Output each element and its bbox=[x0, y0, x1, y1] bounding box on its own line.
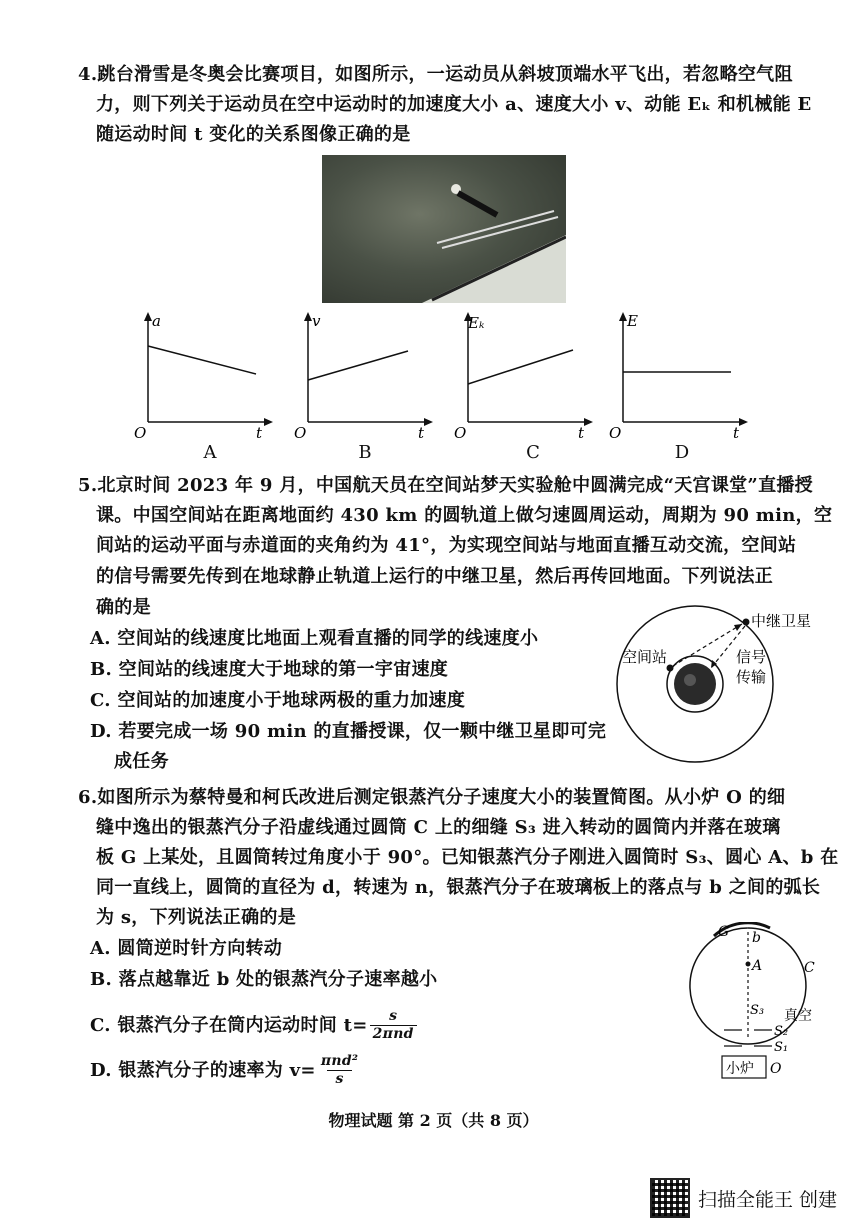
q4-line-1: 4.跳台滑雪是冬奥会比赛项目，如图所示，一运动员从斜坡顶端水平飞出，若忽略空气阻 bbox=[78, 64, 793, 85]
q5-line-2: 课。中国空间站在距离地面约 430 km 的圆轨道上做匀速圆周运动，周期为 90 min，空 bbox=[96, 505, 833, 526]
page-footer: 物理试题 第 2 页（共 8 页） bbox=[328, 1111, 539, 1130]
graph-b-xlabel: t bbox=[418, 424, 425, 442]
q5-option-d: D. 若要完成一场 90 min 的直播授课，仅一颗中继卫星即可完 bbox=[90, 721, 607, 742]
cylinder-diagram bbox=[686, 922, 826, 1082]
q6-option-d bbox=[90, 1053, 361, 1088]
signal-label-1: 信号 bbox=[736, 648, 767, 666]
graph-d-ylabel: E bbox=[627, 312, 638, 330]
q5-option-c: C. 空间站的加速度小于地球两极的重力加速度 bbox=[90, 690, 466, 711]
label-s1: S₁ bbox=[774, 1040, 789, 1055]
label-c: C bbox=[804, 960, 815, 976]
q5-line-5: 确的是 bbox=[96, 597, 151, 618]
q4-line-2: 力，则下列关于运动员在空中运动时的加速度大小 a、速度大小 v、动能 Eₖ 和机械能 E bbox=[96, 94, 812, 115]
q6-option-c-denominator: 2πnd bbox=[370, 1025, 417, 1043]
label-s2: S₂ bbox=[774, 1024, 789, 1039]
graph-d-origin: O bbox=[609, 424, 622, 442]
q5-line-3: 间站的运动平面与赤道面的夹角约为 41°，为实现空间站与地面直播互动交流，空间站 bbox=[96, 535, 797, 556]
graph-d-caption: D bbox=[674, 442, 690, 463]
graph-a-caption: A bbox=[203, 442, 217, 463]
q6-option-d-denominator: s bbox=[327, 1070, 351, 1088]
label-vacuum: 真空 bbox=[784, 1008, 812, 1024]
q5-option-a: A. 空间站的线速度比地面上观看直播的同学的线速度小 bbox=[90, 628, 539, 649]
q6-option-c-fraction bbox=[370, 1008, 417, 1043]
q5-option-b: B. 空间站的线速度大于地球的第一宇宙速度 bbox=[90, 659, 449, 680]
q6-option-d-numerator: πnd² bbox=[320, 1053, 359, 1069]
graph-c-curve bbox=[468, 350, 573, 384]
qr-code-icon bbox=[650, 1178, 690, 1218]
graph-d-xlabel: t bbox=[733, 424, 740, 442]
q6-option-c bbox=[90, 1008, 417, 1043]
graph-c-xlabel: t bbox=[578, 424, 585, 442]
graph-b-caption: B bbox=[358, 442, 372, 463]
label-g: G bbox=[718, 924, 730, 940]
q6-option-c-numerator: s bbox=[389, 1008, 398, 1024]
q6-option-c-text: C. 银蒸汽分子在筒内运动时间 t= bbox=[90, 1014, 368, 1036]
graph-c-origin: O bbox=[454, 424, 467, 442]
q6-line-2: 缝中逸出的银蒸汽分子沿虚线通过圆筒 C 上的细缝 S₃ 进入转动的圆筒内并落在玻璃 bbox=[96, 817, 781, 838]
q6-option-a: A. 圆筒逆时针方向转动 bbox=[90, 938, 283, 959]
relay-dot bbox=[743, 619, 750, 626]
skier-icon bbox=[437, 184, 558, 248]
q6-line-5: 为 s，下列说法正确的是 bbox=[96, 907, 296, 928]
scanner-label: 扫描全能王 创建 bbox=[698, 1188, 838, 1211]
graph-a-curve bbox=[148, 346, 256, 374]
label-s3: S₃ bbox=[750, 1003, 765, 1018]
q6-line-1: 6.如图所示为蔡特曼和柯氏改进后测定银蒸汽分子速度大小的装置简图。从小炉 O 的细 bbox=[78, 787, 786, 808]
graph-b-curve bbox=[308, 351, 408, 380]
graph-a bbox=[130, 310, 275, 450]
q5-option-d-cont: 成任务 bbox=[114, 751, 169, 772]
slope-snow bbox=[422, 235, 566, 303]
label-b: b bbox=[752, 930, 761, 946]
graph-a-ylabel: a bbox=[152, 312, 161, 330]
q5-line-4: 的信号需要先传到在地球静止轨道上运行的中继卫星，然后再传回地面。下列说法正 bbox=[96, 566, 774, 587]
q6-option-b: B. 落点越靠近 b 处的银蒸汽分子速率越小 bbox=[90, 969, 438, 990]
q6-line-3: 板 G 上某处，且圆筒转过角度小于 90°。已知银蒸汽分子刚进入圆筒时 S₃、圆心 A、b 在 bbox=[96, 847, 839, 868]
label-o: O bbox=[770, 1061, 782, 1077]
graph-a-origin: O bbox=[134, 424, 147, 442]
graph-b bbox=[290, 310, 435, 450]
q6-line-4: 同一直线上，圆筒的直径为 d，转速为 n，银蒸汽分子在玻璃板上的落点与 b 之间的弧长 bbox=[96, 877, 821, 898]
label-furnace: 小炉 bbox=[726, 1061, 754, 1077]
graph-b-ylabel: v bbox=[312, 312, 321, 330]
graph-a-xlabel: t bbox=[256, 424, 263, 442]
ski-jump-photo bbox=[322, 155, 566, 303]
signal-label-2: 传输 bbox=[736, 668, 767, 686]
q4-line-3: 随运动时间 t 变化的关系图像正确的是 bbox=[96, 124, 411, 145]
graph-d bbox=[605, 310, 750, 450]
center-a-dot bbox=[746, 962, 751, 967]
relay-label: 中继卫星 bbox=[751, 612, 812, 630]
q6-option-d-fraction bbox=[318, 1053, 362, 1088]
station-label: 空间站 bbox=[622, 648, 668, 666]
earth-icon bbox=[674, 663, 716, 705]
q5-line-1: 5.北京时间 2023 年 9 月，中国航天员在空间站梦天实验舱中圆满完成“天宫课堂”直播授 bbox=[78, 475, 813, 496]
graph-b-origin: O bbox=[294, 424, 307, 442]
label-a: A bbox=[752, 958, 763, 974]
satellite-diagram bbox=[608, 602, 838, 767]
graph-c-caption: C bbox=[526, 442, 540, 463]
ski-jump-illustration bbox=[322, 155, 566, 303]
scanner-watermark bbox=[650, 1178, 837, 1218]
station-dot bbox=[667, 665, 674, 672]
graph-c bbox=[450, 310, 595, 450]
graph-c-ylabel: Eₖ bbox=[468, 314, 485, 332]
q6-option-d-text: D. 银蒸汽分子的速率为 v= bbox=[90, 1059, 316, 1081]
